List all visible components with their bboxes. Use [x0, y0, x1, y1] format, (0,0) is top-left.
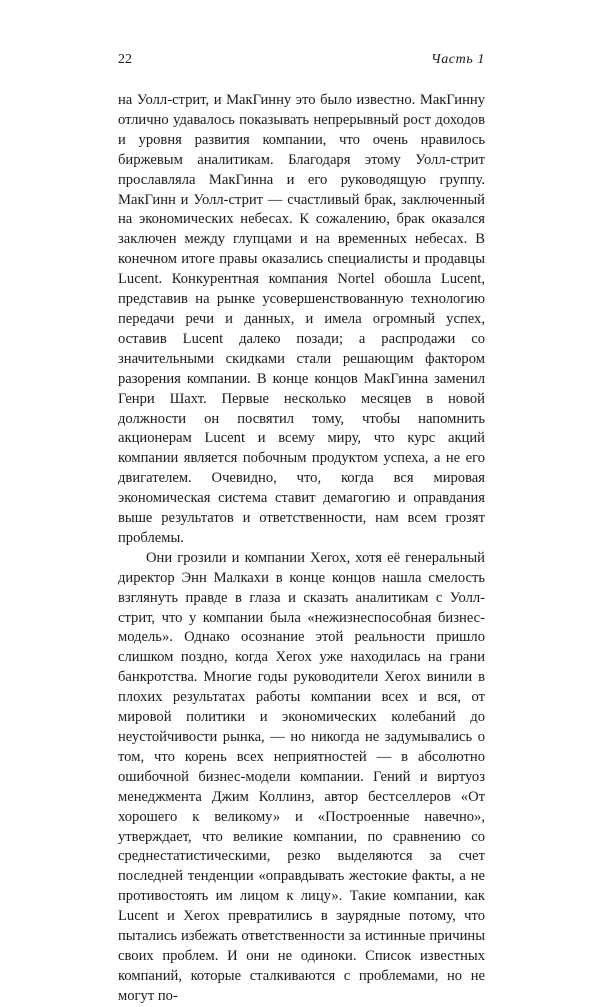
body-text	[118, 91, 485, 1007]
page-number: 22	[118, 52, 132, 67]
paragraph: на Уолл-стрит, и МакГинну это было известно. МакГинну отлично удавалось показывать непрерывный рост доходов и уровня развития компании, что очень нравилось биржевым аналитикам. Благодаря этому Уолл-стрит прославляла МакГинна и его руководящую группу. МакГинн и Уолл-стрит — счастливый брак, заключенный на экономических небесах. К сожалению, брак оказался заключен между глупцами и на временных небесах. В конечном итоге правы оказались специалисты и продавцы Lucent. Конкурентная компания Nortel обошла Lucent, представив на рынке усовершенствованную технологию передачи речи и данных, и имела огромный успех, оставив Lucent далеко позади; а распродажи со значительными скидками стали решающим фактором разорения компании. В конце концов МакГинна заменил Генри Шахт. Первые несколько месяцев в новой должности он посвятил тому, чтобы напомнить акционерам Lucent и всему миру, что курс акций компании является побочным продуктом успеха, а не его двигателем. Очевидно, что, когда вся мировая экономическая система ставит демагогию и оправдания выше результатов и ответственности, нам всем грозят проблемы.	[118, 92, 485, 546]
running-head: Часть 1	[430, 52, 485, 67]
page-header	[118, 50, 485, 72]
paragraph: Они грозили и компании Xerox, хотя её генеральный директор Энн Малкахи в конце концов нашла смелость взглянуть правде в глаза и сказать аналитикам с Уолл-стрит, что у компании была «нежизнеспособная бизнес-модель». Однако осознание этой реальности пришло слишком поздно, когда Xerox уже находилась на грани банкротства. Многие годы руководители Xerox винили в плохих результатах работы компании всех и вся, от мировой политики и экономических колебаний до неустойчивости рынка, — но никогда не задумывались о том, что корень всех неприятностей — в абсолютно ошибочной бизнес-модели компании. Гений и виртуоз менеджмента Джим Коллинз, автор бестселлеров «От хорошего к великому» и «Построенные навечно», утверждает, что великие компании, по сравнению со среднестатистическими, резко выделяются за счет последней тенденции «оправдывать жестокие факты, а не противостоять им лицом к лицу». Такие компании, как Lucent и Xerox превратились в заурядные потому, что пытались избежать ответственности за истинные причины своих проблем. И они не одиноки. Список известных компаний, которые сталкиваются с проблемами, но не могут по-	[118, 549, 485, 1004]
